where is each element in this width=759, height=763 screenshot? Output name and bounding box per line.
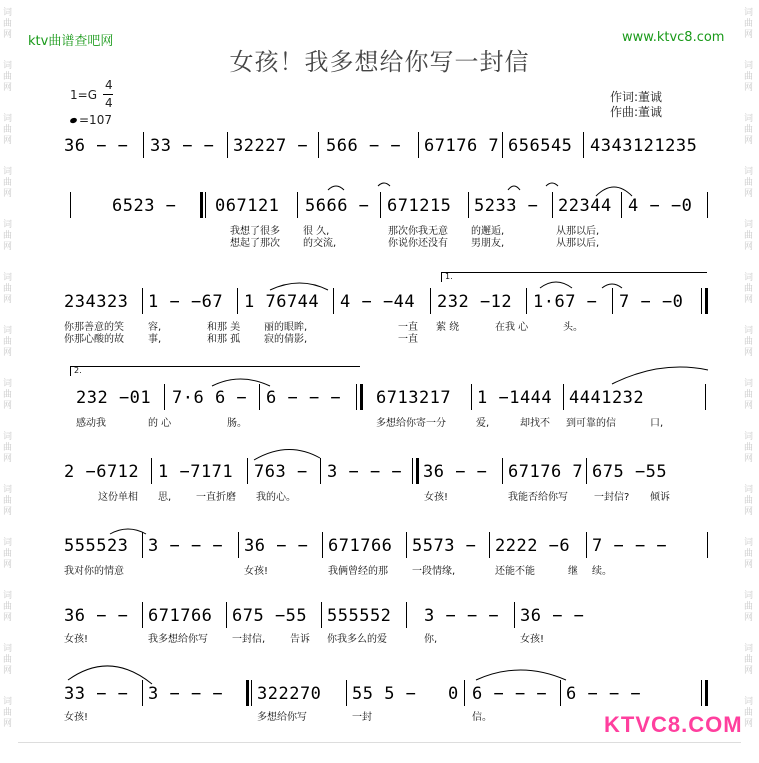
measure-18: 4 − −44 (340, 292, 416, 312)
lyric: 你说你还没有 (388, 238, 448, 249)
measure-28: 2 −6712 (64, 462, 140, 482)
measure-16: 1 − −67 (148, 292, 224, 312)
section-barline (360, 384, 363, 410)
lyric: 事, (148, 334, 162, 345)
lyric: 你那善意的笑 (64, 322, 124, 333)
barline (321, 602, 322, 628)
measure-9: 067121 (215, 196, 280, 216)
side-watermark-char: 曲 (744, 549, 754, 559)
lyric: 却找不 (520, 418, 550, 429)
side-watermark-char: 曲 (3, 443, 13, 453)
measure-29: 1 −7171 (158, 462, 234, 482)
side-watermark-char: 词 (3, 8, 13, 18)
side-watermark-char: 曲 (3, 72, 13, 82)
lyric: 女孩! (244, 566, 269, 577)
side-watermark-char: 网 (744, 242, 754, 252)
side-watermark-char: 词 (744, 326, 754, 336)
measure-7: 4343121235 (590, 136, 698, 156)
lyric: 多想给你寄一分 (376, 418, 446, 429)
side-watermark-char: 词 (3, 167, 13, 177)
barline (514, 602, 515, 628)
measure-22: 232 −01 (76, 388, 152, 408)
lyric: 男朋友, (471, 238, 505, 249)
lyric: 想起了那次 (230, 238, 280, 249)
measure-23: 7·6 6 − (172, 388, 248, 408)
side-watermark-char: 曲 (3, 337, 13, 347)
lyric: 的 心 (148, 418, 172, 429)
barline (705, 384, 706, 410)
final-barline (705, 680, 708, 706)
measure-11: 671215 (387, 196, 452, 216)
side-watermark-char: 曲 (3, 549, 13, 559)
lyric: 女孩! (64, 634, 89, 645)
barline (142, 680, 143, 706)
side-watermark-char: 网 (3, 189, 13, 199)
time-signature-top: 4 (105, 78, 113, 92)
barline (333, 288, 334, 314)
lyric: 的邂逅, (471, 226, 505, 237)
side-watermark-char: 网 (744, 613, 754, 623)
lyric: 我能否给你写 (508, 492, 568, 503)
lyric: 一封 (352, 712, 372, 723)
lyric: 续。 (592, 566, 612, 577)
barline (406, 602, 407, 628)
barline (143, 132, 144, 158)
side-watermark-char: 词 (3, 114, 13, 124)
barline (586, 532, 587, 558)
barline (464, 680, 465, 706)
side-watermark-char: 网 (744, 507, 754, 517)
side-watermark-char: 曲 (3, 602, 13, 612)
volta-bracket-2-start (70, 366, 71, 376)
side-watermark-char: 词 (744, 273, 754, 283)
time-signature-bottom: 4 (105, 96, 113, 110)
side-watermark-char: 网 (744, 30, 754, 40)
side-watermark-char: 网 (744, 83, 754, 93)
side-watermark-char: 曲 (744, 284, 754, 294)
barline (247, 458, 248, 484)
repeat-end-barline (705, 288, 708, 314)
lyric: 容, (148, 322, 162, 333)
barline (707, 192, 708, 218)
side-watermark-char: 词 (744, 114, 754, 124)
barline (471, 384, 472, 410)
barline (502, 132, 503, 158)
barline (151, 458, 152, 484)
repeat-start-barline (200, 192, 203, 218)
side-watermark-char: 词 (744, 220, 754, 230)
measure-34: 675 −55 (592, 462, 668, 482)
barline (318, 132, 319, 158)
volta-label-2: 2. (74, 366, 82, 375)
lyric: 很 久, (303, 226, 330, 237)
volta-label-1: 1. (445, 272, 453, 281)
side-watermark-char: 词 (3, 538, 13, 548)
measure-14: 4 − −0 (628, 196, 693, 216)
lyric: 从那以后, (556, 226, 600, 237)
side-watermark-char: 词 (3, 644, 13, 654)
side-watermark-char: 曲 (744, 602, 754, 612)
side-watermark-char: 网 (3, 30, 13, 40)
measure-36: 3 − − − (148, 536, 224, 556)
composer-credit: 作曲:董诚 (610, 105, 663, 119)
lyric: 女孩! (64, 712, 89, 723)
measure-17: 1 76744 (244, 292, 320, 312)
side-watermark-char: 网 (3, 83, 13, 93)
measure-20: 1·67 − (533, 292, 598, 312)
barline (707, 532, 708, 558)
repeat-end-thin-barline (701, 288, 702, 314)
barline (237, 288, 238, 314)
measure-38: 671766 (328, 536, 393, 556)
measure-47: 36 − − (520, 606, 585, 626)
lyric: 我想了很多 (230, 226, 280, 237)
side-watermark-char: 网 (744, 348, 754, 358)
lyric: 信。 (472, 712, 492, 723)
measure-19: 232 −12 (437, 292, 513, 312)
barline (297, 192, 298, 218)
barline (560, 680, 561, 706)
site-url-right[interactable]: www.ktvc8.com (622, 30, 725, 45)
lyric: 感动我 (76, 418, 106, 429)
barline (320, 458, 321, 484)
lyric: 女孩! (424, 492, 449, 503)
barline (418, 132, 419, 158)
measure-4: 566 − − (326, 136, 402, 156)
lyric: 思, (158, 492, 172, 503)
side-watermark-char: 网 (3, 454, 13, 464)
side-watermark-char: 词 (744, 485, 754, 495)
side-watermark-char: 词 (3, 61, 13, 71)
barline (142, 602, 143, 628)
measure-35: 555523 (64, 536, 129, 556)
measure-44: 675 −55 (232, 606, 308, 626)
key-signature: 1=G (70, 88, 97, 102)
lyric: 寂的倩影, (264, 334, 308, 345)
barline (526, 288, 527, 314)
side-watermark-char: 网 (3, 507, 13, 517)
measure-15: 234323 (64, 292, 129, 312)
measure-21: 7 − −0 (619, 292, 684, 312)
repeat-start-thin-barline (251, 680, 252, 706)
measure-50: 322270 (257, 684, 322, 704)
side-watermark-char: 网 (3, 560, 13, 570)
side-watermark-char: 网 (3, 348, 13, 358)
lyric: 的交流, (303, 238, 337, 249)
side-watermark-char: 曲 (3, 655, 13, 665)
measure-40: 2222 −6 (495, 536, 571, 556)
measure-41: 7 − − − (592, 536, 668, 556)
lyric: 头。 (563, 322, 583, 333)
side-watermark-char: 网 (744, 136, 754, 146)
lyric: 和那 美 (207, 322, 241, 333)
side-watermark-char: 词 (3, 591, 13, 601)
lyric: 多想给你写 (257, 712, 307, 723)
measure-43: 671766 (148, 606, 213, 626)
lyricist-credit: 作词:董诚 (610, 90, 663, 104)
measure-3: 32227 − (233, 136, 309, 156)
tempo-marking (70, 113, 112, 127)
ktvc8-watermark-logo: KTVC8.COM (604, 712, 743, 737)
barline (612, 288, 613, 314)
side-watermark-char: 词 (744, 644, 754, 654)
lyric: 一段情缘, (412, 566, 456, 577)
side-watermark-char: 网 (3, 401, 13, 411)
quarter-note-icon (69, 117, 77, 124)
repeat-start-barline (246, 680, 249, 706)
song-title: 女孩！我多想给你写一封信 (229, 48, 530, 76)
barline (226, 602, 227, 628)
measure-42: 36 − − (64, 606, 129, 626)
measure-52: 0 (448, 684, 459, 704)
repeat-start-thin-barline (205, 192, 206, 218)
barline (583, 132, 584, 158)
measure-6: 656545 (508, 136, 573, 156)
tempo-value: =107 (79, 113, 112, 127)
lyric: 我的心。 (256, 492, 296, 503)
measure-26: 1 −1444 (477, 388, 553, 408)
volta-bracket-2 (70, 366, 360, 367)
left-watermark-column (0, 0, 18, 763)
measure-31: 3 − − − (327, 462, 403, 482)
measure-54: 6 − − − (566, 684, 642, 704)
measure-49: 3 − − − (148, 684, 224, 704)
measure-45: 555552 (327, 606, 392, 626)
barline (468, 192, 469, 218)
side-watermark-char: 词 (744, 167, 754, 177)
lyric: 女孩! (520, 634, 545, 645)
final-thin-barline (356, 384, 357, 410)
barline (227, 132, 228, 158)
lyric: 告诉 (290, 634, 310, 645)
side-watermark-char: 词 (744, 8, 754, 18)
measure-32: 36 − − (423, 462, 488, 482)
lyric: 在我 心 (495, 322, 529, 333)
measure-27: 4441232 (569, 388, 645, 408)
side-watermark-char: 曲 (744, 72, 754, 82)
measure-30: 763 − (254, 462, 308, 482)
barline (621, 192, 622, 218)
lyric: 我俩曾经的那 (328, 566, 388, 577)
site-name-left[interactable]: ktv曲谱查吧网 (28, 34, 114, 49)
side-watermark-char: 曲 (744, 390, 754, 400)
measure-46: 3 − − − (424, 606, 500, 626)
side-watermark-char: 词 (744, 591, 754, 601)
side-watermark-char: 词 (3, 697, 13, 707)
side-watermark-char: 词 (744, 379, 754, 389)
side-watermark-char: 曲 (744, 19, 754, 29)
side-watermark-char: 词 (3, 485, 13, 495)
barline (142, 288, 143, 314)
side-watermark-char: 曲 (3, 708, 13, 718)
side-watermark-char: 网 (744, 719, 754, 729)
section-thin-barline (412, 458, 413, 484)
barline (164, 384, 165, 410)
side-watermark-char: 网 (744, 666, 754, 676)
barline (563, 384, 564, 410)
lyric: 口, (650, 418, 664, 429)
side-watermark-char: 曲 (744, 178, 754, 188)
side-watermark-char: 曲 (744, 337, 754, 347)
side-watermark-char: 曲 (3, 125, 13, 135)
barline (406, 532, 407, 558)
side-watermark-char: 词 (3, 220, 13, 230)
measure-51: 55 5 − (352, 684, 417, 704)
side-watermark-char: 曲 (744, 655, 754, 665)
lyric: 倾诉 (650, 492, 670, 503)
lyric: 一直 (398, 322, 418, 333)
measure-53: 6 − − − (472, 684, 548, 704)
side-watermark-char: 曲 (3, 231, 13, 241)
lyric: 我对你的情意 (64, 566, 124, 577)
side-watermark-char: 曲 (3, 178, 13, 188)
side-watermark-char: 网 (744, 560, 754, 570)
measure-10: 5666 − (305, 196, 370, 216)
lyric: 萦 绕 (436, 322, 460, 333)
lyric: 一封信? (594, 492, 630, 503)
side-watermark-char: 网 (3, 295, 13, 305)
final-thin-barline (701, 680, 702, 706)
lyric: 那次你我无意 (388, 226, 448, 237)
side-watermark-char: 网 (3, 666, 13, 676)
side-watermark-char: 网 (744, 401, 754, 411)
right-watermark-column (741, 0, 759, 763)
measure-24: 6 − − − (266, 388, 342, 408)
barline (238, 532, 239, 558)
side-watermark-char: 词 (744, 697, 754, 707)
side-watermark-char: 词 (744, 61, 754, 71)
side-watermark-char: 网 (744, 189, 754, 199)
lyric: 你, (424, 634, 438, 645)
measure-25: 6713217 (376, 388, 452, 408)
barline (552, 192, 553, 218)
side-watermark-char: 网 (744, 295, 754, 305)
lyric: 一直 (398, 334, 418, 345)
measure-1: 36 − − (64, 136, 129, 156)
lyric: 和那 孤 (207, 334, 241, 345)
measure-13: 22344 (558, 196, 612, 216)
barline (322, 532, 323, 558)
measure-48: 33 − − (64, 684, 129, 704)
side-watermark-char: 词 (744, 432, 754, 442)
lyric: 爱, (476, 418, 490, 429)
barline (586, 458, 587, 484)
side-watermark-char: 网 (3, 136, 13, 146)
measure-37: 36 − − (244, 536, 309, 556)
barline (380, 192, 381, 218)
side-watermark-char: 曲 (3, 19, 13, 29)
measure-39: 5573 − (412, 536, 477, 556)
side-watermark-char: 曲 (744, 125, 754, 135)
side-watermark-char: 网 (3, 242, 13, 252)
barline (259, 384, 260, 410)
volta-bracket-1 (441, 272, 707, 273)
side-watermark-char: 词 (744, 538, 754, 548)
measure-2: 33 − − (150, 136, 215, 156)
lyric: 你那心酸的故 (64, 334, 124, 345)
lyric: 还能不能 (495, 566, 535, 577)
footer-divider (18, 742, 741, 743)
side-watermark-char: 词 (3, 326, 13, 336)
side-watermark-char: 词 (3, 273, 13, 283)
side-watermark-char: 曲 (3, 284, 13, 294)
lyric: 我多想给你写 (148, 634, 208, 645)
lyric: 你我多么的爱 (327, 634, 387, 645)
measure-33: 67176 7 (508, 462, 584, 482)
lyric: 一封信, (232, 634, 266, 645)
side-watermark-char: 曲 (744, 496, 754, 506)
lyric: 一直折磨 (196, 492, 236, 503)
barline (142, 532, 143, 558)
side-watermark-char: 词 (3, 379, 13, 389)
lyric: 肠。 (227, 418, 247, 429)
measure-8: 6523 − (112, 196, 177, 216)
lyric: 这份单相 (98, 492, 138, 503)
barline (430, 288, 431, 314)
volta-bracket-1-start (441, 272, 442, 282)
side-watermark-char: 曲 (744, 231, 754, 241)
side-watermark-char: 词 (3, 432, 13, 442)
side-watermark-char: 曲 (3, 496, 13, 506)
lyric: 到可靠的信 (566, 418, 616, 429)
time-signature-line (103, 94, 113, 95)
measure-5: 67176 7 (424, 136, 500, 156)
barline (489, 532, 490, 558)
barline (346, 680, 347, 706)
side-watermark-char: 曲 (3, 390, 13, 400)
barline (70, 192, 71, 218)
side-watermark-char: 网 (3, 613, 13, 623)
lyric: 从那以后, (556, 238, 600, 249)
side-watermark-char: 曲 (744, 443, 754, 453)
lyric: 丽的眼眸, (264, 322, 308, 333)
section-barline (416, 458, 419, 484)
side-watermark-char: 网 (3, 719, 13, 729)
side-watermark-char: 网 (744, 454, 754, 464)
barline (502, 458, 503, 484)
lyric: 继 (568, 566, 578, 577)
measure-12: 5233 − (474, 196, 539, 216)
side-watermark-char: 曲 (744, 708, 754, 718)
